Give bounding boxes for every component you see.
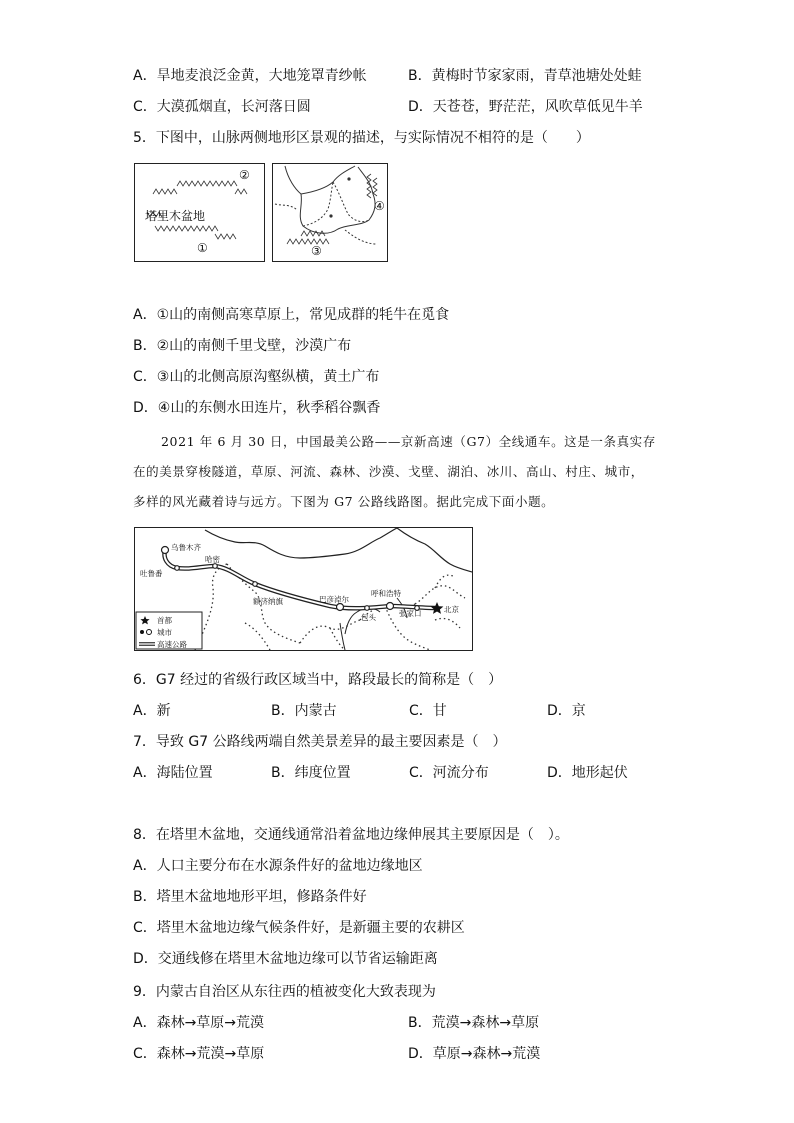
legend-city-dot-icon [140,630,144,634]
q6-stem: 6．G7 经过的省级行政区域当中，路段最长的简称是（ ） [133,672,503,688]
tarim-basin-map [134,163,265,262]
q7-option-d: D．地形起伏 [547,765,628,781]
q8-stem: 8．在塔里木盆地，交通线通常沿着盆地边缘伸展其主要原因是（ ）。 [133,827,569,843]
g7-route-map [134,527,473,651]
map-mark-2: ② [239,168,250,182]
q4-option-b: B．黄梅时节家家雨，青草池塘处处蛙 [408,68,642,84]
passage-line-3: 多样的风光藏着诗与远方。下图为 G7 公路线路图。据此完成下面小题。 [133,494,555,509]
q5-option-a: A．①山的南侧高寒草原上，常见成群的牦牛在觅食 [133,307,450,323]
city-label-bayannur: 巴彦淖尔 [319,595,349,604]
legend-city-circle-icon [147,630,152,635]
map-legend [136,612,202,649]
city-label-zhangjiakou: 张家口 [399,609,422,618]
q8-option-a: A．人口主要分布在水源条件好的盆地边缘地区 [133,858,423,874]
city-label-turpan: 吐鲁番 [140,569,163,578]
city-label-urumqi: 乌鲁木齐 [171,543,201,552]
q4-option-c: C．大漠孤烟直，长河落日圆 [133,99,311,115]
q6-option-a: A．新 [133,703,171,719]
city-label-baotou: 包头 [361,613,376,622]
q7-stem: 7．导致 G7 公路线两端自然美景差异的最主要因素是（ ） [133,734,507,750]
map-mark-3: ③ [311,244,322,258]
q5-option-d: D．④山的东侧水田连片，秋季稻谷飘香 [133,400,381,416]
tarim-basin-map-drawing [135,164,264,261]
tarim-basin-label: 塔里木盆地 [145,209,206,223]
q9-option-b: B．荒漠→森林→草原 [408,1015,540,1031]
q6-option-d: D．京 [547,703,586,719]
loess-plateau-map [272,163,388,262]
legend-highway-label: 高速公路 [157,640,187,649]
city-label-hami: 哈密 [205,555,220,564]
g7-route-map-drawing [135,528,472,650]
beijing-star-icon [431,602,444,614]
city-label-hohhot: 呼和浩特 [371,589,401,598]
q6-option-c: C．甘 [409,703,447,719]
q8-option-d: D．交通线修在塔里木盆地边缘可以节省运输距离 [133,951,438,967]
q9-stem: 9．内蒙古自治区从东往西的植被变化大致表现为 [133,984,436,1000]
city-label-ejina: 额济纳旗 [253,597,283,606]
q5-option-b: B．②山的南侧千里戈壁，沙漠广布 [133,338,352,354]
passage-line-2: 在的美景穿梭隧道，草原、河流、森林、沙漠、戈壁、湖泊、冰川、高山、村庄、城市， [133,464,644,479]
map-mark-1: ① [197,241,208,255]
city-label-beijing: 北京 [444,605,459,614]
loess-plateau-map-drawing [273,164,387,261]
q5-stem: 5．下图中，山脉两侧地形区景观的描述，与实际情况不相符的是（ ） [133,130,590,146]
q6-option-b: B．内蒙古 [271,703,337,719]
q4-option-a: A．旱地麦浪泛金黄，大地笼罩青纱帐 [133,68,367,84]
q9-option-a: A．森林→草原→荒漠 [133,1015,265,1031]
q5-option-c: C．③山的北侧高原沟壑纵横，黄土广布 [133,369,380,385]
q9-option-d: D．草原→森林→荒漠 [408,1046,541,1062]
q8-option-c: C．塔里木盆地边缘气候条件好，是新疆主要的农耕区 [133,920,465,936]
passage-line-1: 2021 年 6 月 30 日，中国最美公路——京新高速（G7）全线通车。这是一条真实存 [161,434,656,449]
map-mark-4: ④ [374,199,385,213]
q7-option-c: C．河流分布 [409,765,489,781]
q9-option-c: C．森林→荒漠→草原 [133,1046,265,1062]
q4-option-d: D．天苍苍，野茫茫，风吹草低见牛羊 [408,99,643,115]
q7-option-b: B．纬度位置 [271,765,351,781]
legend-city-label: 城市 [157,628,172,637]
legend-capital-label: 首都 [157,616,172,625]
q8-option-b: B．塔里木盆地地形平坦，修路条件好 [133,889,367,905]
g7-passage [133,427,663,517]
q7-option-a: A．海陆位置 [133,765,213,781]
